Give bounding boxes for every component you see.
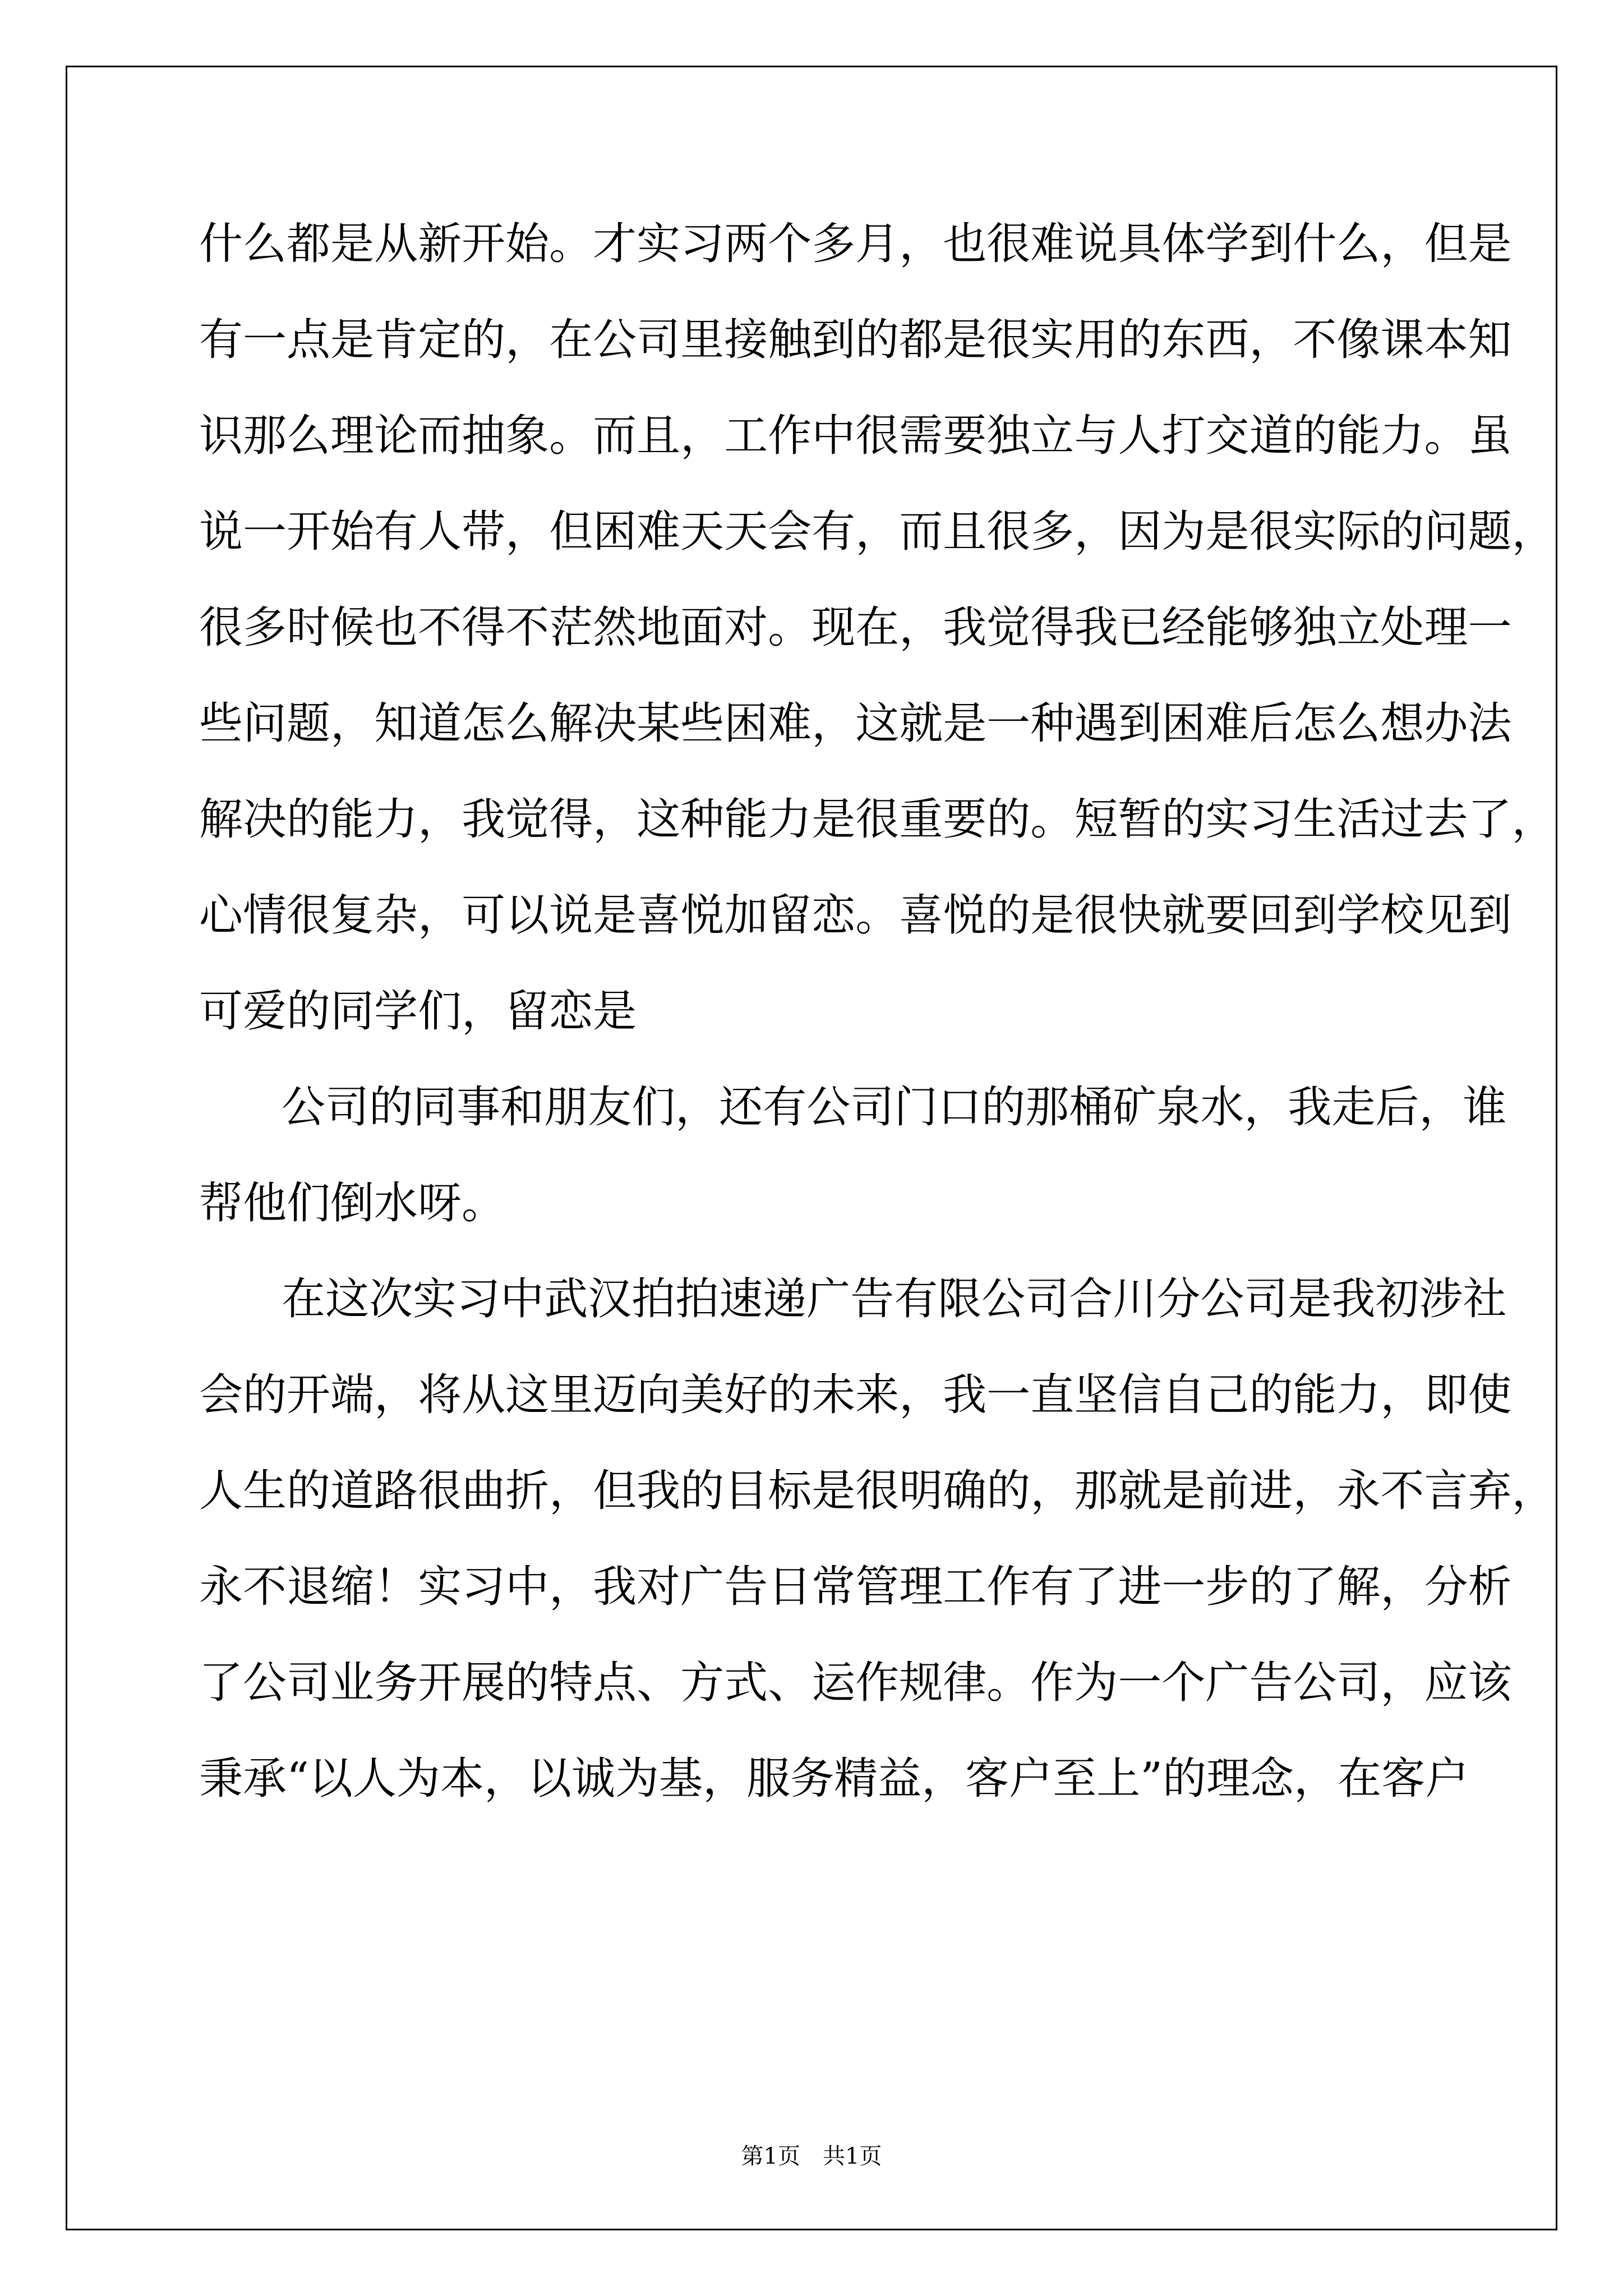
text-line: 人 生 的 道 路 很 曲 折 ， 但 我 的 目 标 是 很 明 确 的 ， 那 就 是 前 进 ， 永 不 言 弃 ， [199, 1466, 1556, 1516]
text-line: 些 问 题 ， 知 道 怎 么 解 决 某 些 困 难 ， 这 就 是 一 种 遇 到 困 难 后 怎 么 想 办 法 [199, 698, 1512, 749]
text-line: 很 多 时 候 也 不 得 不 茫 然 地 面 对 。 现 在 ， 我 觉 得 我 已 经 能 够 独 立 处 理 一 [199, 602, 1512, 653]
text-line: 什 么 都 是 从 新 开 始 。 才 实 习 两 个 多 月 ， 也 很 难 说 具 体 学 到 什 么 ， 但 是 [199, 219, 1512, 269]
text-line: 可爱的同学们，留恋是 [199, 986, 637, 1037]
text-line: 永 不 退 缩 ！ 实 习 中 ， 我 对 广 告 日 常 管 理 工 作 有 了 进 一 步 的 了 解 ， 分 析 [199, 1562, 1512, 1612]
text-line: 识 那 么 理 论 而 抽 象 。 而 且 ， 工 作 中 很 需 要 独 立 与 人 打 交 道 的 能 力 。 虽 [199, 411, 1512, 461]
text-line: 解 决 的 能 力 ， 我 觉 得 ， 这 种 能 力 是 很 重 要 的 。 短 暂 的 实 习 生 活 过 去 了 ， [199, 794, 1556, 845]
text-line: 心 情 很 复 杂 ， 可 以 说 是 喜 悦 加 留 恋 。 喜 悦 的 是 很 快 就 要 回 到 学 校 见 到 [199, 890, 1512, 941]
text-line: 了 公 司 业 务 开 展 的 特 点 、 方 式 、 运 作 规 律 。 作 为 一 个 广 告 公 司 ， 应 该 [199, 1658, 1512, 1708]
text-line: 秉 承 “ 以 人 为 本 ， 以 诚 为 基 ， 服 务 精 益 ， 客 户 至 上 ” 的 理 念 ， 在 客 户 [199, 1754, 1469, 1804]
text-line: 有 一 点 是 肯 定 的 ， 在 公 司 里 接 触 到 的 都 是 很 实 用 的 东 西 ， 不 像 课 本 知 [199, 315, 1512, 365]
text-line: 帮他们倒水呀。 [199, 1178, 506, 1228]
text-line: 说 一 开 始 有 人 带 ， 但 困 难 天 天 会 有 ， 而 且 很 多 ， 因 为 是 很 实 际 的 问 题 ， [199, 507, 1556, 557]
document-body [199, 216, 1556, 1847]
text-line: 在 这 次 实 习 中 武 汉 拍 拍 速 递 广 告 有 限 公 司 合 川 分 公 司 是 我 初 涉 社 [282, 1274, 1507, 1324]
text-line: 公 司 的 同 事 和 朋 友 们 ， 还 有 公 司 门 口 的 那 桶 矿 泉 水 ， 我 走 后 ， 谁 [282, 1082, 1507, 1133]
page-number-footer: 第1页 共1页 [741, 2143, 882, 2169]
text-line: 会 的 开 端 ， 将 从 这 里 迈 向 美 好 的 未 来 ， 我 一 直 坚 信 自 己 的 能 力 ， 即 使 [199, 1370, 1512, 1420]
